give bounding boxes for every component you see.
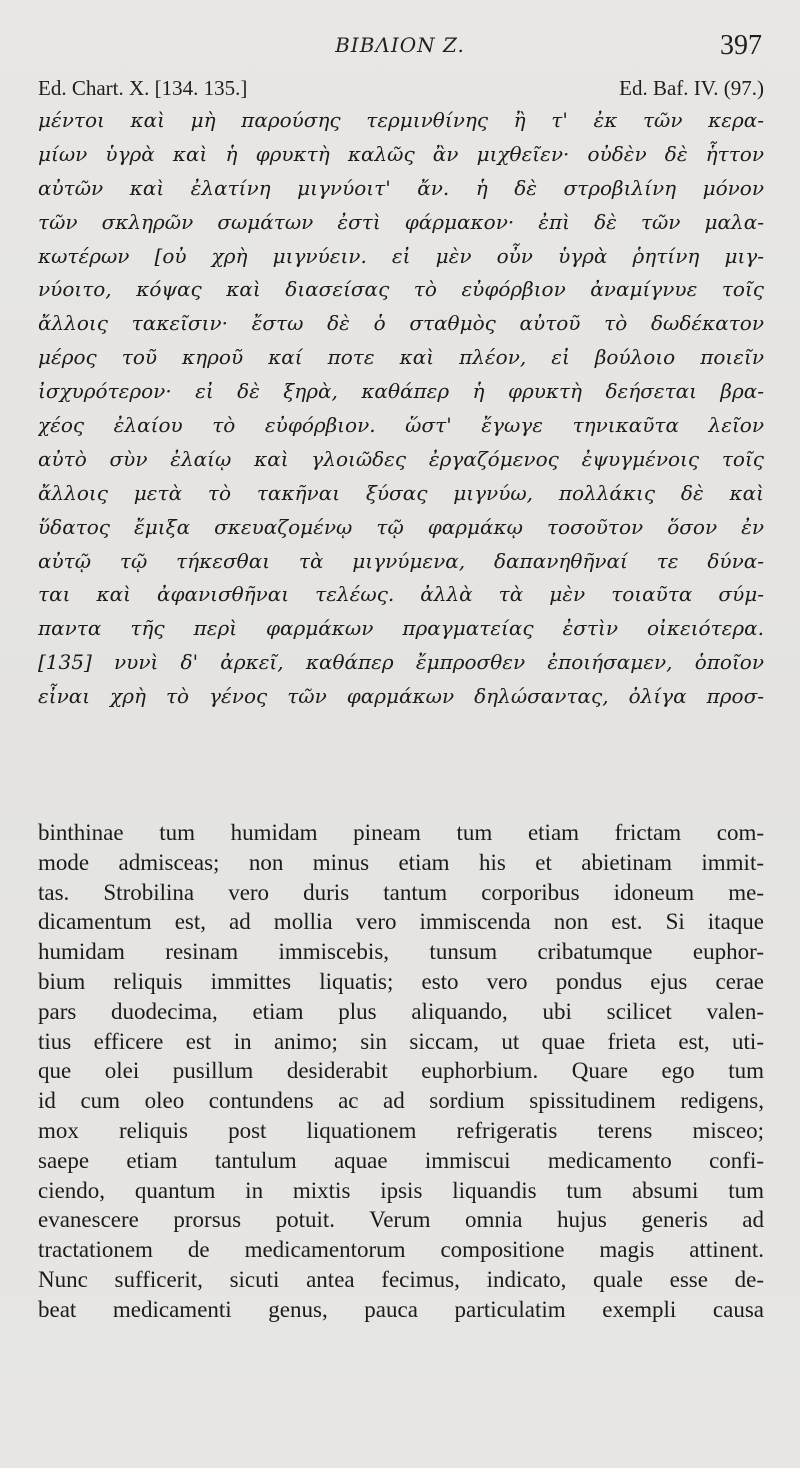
- greek-text-line: τῶν σκληρῶν σωμάτων ἐστὶ φάρμακον· ἐπὶ δὲ τῶν μαλα-: [38, 209, 764, 234]
- greek-text-line: μέρος τοῦ κηροῦ καί ποτε καὶ πλέον, εἰ βούλοιο ποιεῖν: [38, 345, 764, 370]
- greek-text-line: χέος ἐλαίου τὸ εὐφόρβιον. ὥστ' ἔγωγε τηνικαῦτα λεῖον: [38, 413, 764, 438]
- latin-text-line: tius efficere est in animo; sin siccam, ut quae frieta est, uti-: [38, 1028, 764, 1054]
- latin-text-line: evanescere prorsus potuit. Verum omnia hujus generis ad: [38, 1207, 764, 1233]
- latin-text-line: mox reliquis post liquationem refrigeratis terens misceo;: [38, 1117, 764, 1143]
- latin-text-line: pars duodecima, etiam plus aliquando, ubi scilicet valen-: [38, 998, 764, 1024]
- greek-text-line: ἄλλοις τακεῖσιν· ἔστω δὲ ὁ σταθμὸς αὐτοῦ τὸ δωδέκατον: [38, 311, 764, 336]
- greek-text-line: μίων ὑγρὰ καὶ ἡ φρυκτὴ καλῶς ἂν μιχθεῖεν· οὐδὲν δὲ ἧττον: [38, 141, 764, 166]
- greek-text-line: παντα τῆς περὶ φαρμάκων πραγματείας ἐστὶν οἰκειότερα.: [38, 616, 764, 641]
- greek-text-block: [38, 104, 764, 714]
- greek-text-line: μέντοι καὶ μὴ παρούσης τερμινθίνης ἢ τ' ἐκ τῶν κερα-: [38, 108, 764, 132]
- greek-text-line: νύοιτο, κόψας καὶ διασείσας τὸ εὐφόρβιον ἀναμίγνυε τοῖς: [38, 277, 764, 302]
- latin-text-line: id cum oleo contundens ac ad sordium spissitudinem redigens,: [38, 1088, 764, 1114]
- latin-text-line: Nunc sufficerit, sicuti antea fecimus, indicato, quale esse de-: [38, 1266, 764, 1292]
- latin-text-line: tas. Strobilina vero duris tantum corporibus idoneum me-: [38, 879, 764, 905]
- greek-text-line: ἰσχυρότερον· εἰ δὲ ξηρὰ, καθάπερ ἡ φρυκτὴ δεήσεται βρα-: [38, 379, 764, 404]
- greek-text-line: ἄλλοις μετὰ τὸ τακῆναι ξύσας μιγνύω, πολλάκις δὲ καὶ: [38, 480, 764, 505]
- latin-text-line: bium reliquis immittes liquatis; esto vero pondus ejus cerae: [38, 968, 764, 994]
- latin-text-line: binthinae tum humidam pineam tum etiam frictam com-: [38, 820, 764, 845]
- greek-text-line: ὕδατος ἔμιξα σκευαζομένῳ τῷ φαρμάκῳ τοσοῦτον ὅσον ἐν: [38, 514, 764, 539]
- latin-text-line: humidam resinam immiscebis, tunsum cribatumque euphor-: [38, 939, 764, 965]
- latin-text-line: dicamentum est, ad mollia vero immiscenda non est. Si itaque: [38, 909, 764, 935]
- greek-text-line: αὐτῷ τῷ τήκεσθαι τὰ μιγνύμενα, δαπανηθῆναί τε δύνα-: [38, 548, 764, 573]
- latin-text-line: mode admisceas; non minus etiam his et abietinam immit-: [38, 849, 764, 875]
- page-number: 397: [720, 30, 762, 61]
- latin-text-line: tractationem de medicamentorum compositione magis attinent.: [38, 1237, 764, 1263]
- greek-text-line: αὐτὸ σὺν ἐλαίῳ καὶ γλοιῶδες ἐργαζόμενος ἐψυγμένοις τοῖς: [38, 446, 764, 471]
- greek-text-line: εἶναι χρὴ τὸ γένος τῶν φαρμάκων δηλώσαντας, ὀλίγα προσ-: [38, 684, 764, 709]
- latin-text-line: saepe etiam tantulum aquae immiscui medicamento confi-: [38, 1147, 764, 1173]
- edition-reference-chart: Ed. Chart. X. [134. 135.]: [38, 76, 248, 100]
- greek-text-line: ται καὶ ἀφανισθῆναι τελέως. ἀλλὰ τὰ μὲν τοιαῦτα σύμ-: [38, 582, 764, 607]
- latin-text-line: beat medicamenti genus, pauca particulatim exempli causa: [38, 1296, 764, 1322]
- greek-text-line: [135] νυνὶ δ' ἀρκεῖ, καθάπερ ἔμπροσθεν ἐποιήσαμεν, ὁποῖον: [38, 650, 764, 675]
- latin-text-block: [38, 818, 764, 1325]
- latin-text-line: ciendo, quantum in mixtis ipsis liquandis tum absumi tum: [38, 1177, 764, 1203]
- greek-text-line: αὐτῶν καὶ ἐλατίνη μιγνύοιτ' ἄν. ἡ δὲ στροβιλίνη μόνον: [38, 175, 764, 200]
- edition-reference-basel: Ed. Baf. IV. (97.): [619, 76, 764, 100]
- greek-text-line: κωτέρων [οὐ χρὴ μιγνύειν. εἰ μὲν οὖν ὑγρὰ ῥητίνη μιγ-: [38, 243, 764, 268]
- running-title: BIBΛION Z.: [335, 33, 465, 57]
- latin-text-line: que olei pusillum desiderabit euphorbium. Quare ego tum: [38, 1058, 764, 1084]
